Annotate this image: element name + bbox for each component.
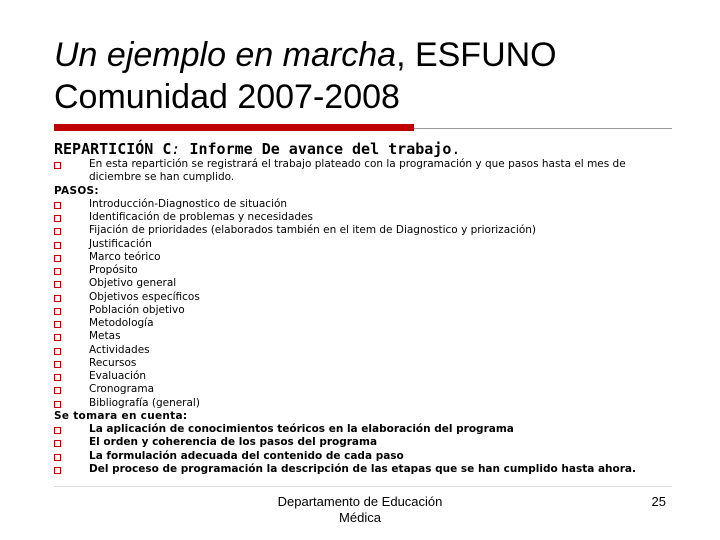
footer-line1: Departamento de Educación — [277, 494, 443, 509]
slide-title — [54, 34, 674, 118]
intro-item — [54, 158, 674, 185]
square-bullet-icon — [54, 281, 61, 288]
list-item-text: Cronograma — [89, 383, 154, 396]
square-bullet-icon — [54, 401, 61, 408]
section-heading — [54, 140, 694, 158]
page-number: 25 — [651, 494, 666, 509]
list-item — [54, 450, 674, 463]
list-item-text: La formulación adecuada del contenido de cada paso — [89, 449, 404, 462]
pasos-label: PASOS: — [54, 184, 99, 197]
square-bullet-icon — [54, 387, 61, 394]
square-bullet-icon — [54, 374, 61, 381]
list-item — [54, 264, 674, 277]
square-bullet-icon — [54, 454, 61, 461]
title-line2: Comunidad 2007-2008 — [54, 78, 400, 116]
square-bullet-icon — [54, 427, 61, 434]
footer-divider — [54, 486, 672, 487]
list-item-text: El orden y coherencia de los pasos del programa — [89, 436, 378, 449]
intro-text: En esta repartición se registrará el trabajo plateado con la programación y que pasos hasta el mes de diciembre se han cumplido. — [89, 158, 626, 184]
square-bullet-icon — [54, 255, 61, 262]
square-bullet-icon — [54, 361, 61, 368]
slide-body — [54, 158, 674, 476]
square-bullet-icon — [54, 321, 61, 328]
list-item-text: Objetivo general — [89, 277, 177, 290]
heading-part1: REPARTICIÓN C — [54, 140, 172, 158]
list-item-text: Del proceso de programación la descripción de las etapas que se han cumplido hasta ahora. — [89, 462, 636, 475]
list-item-text: Introducción-Diagnostico de situación — [89, 197, 288, 210]
heading-part2: Informe De avance del trabajo — [180, 140, 452, 158]
list-item — [54, 304, 674, 317]
list-item-text: Propósito — [89, 264, 138, 276]
heading-separator: : — [171, 140, 181, 158]
list-item-text: Marco teórico — [89, 250, 161, 263]
list-item-text: Población objetivo — [89, 303, 185, 316]
list-item — [54, 277, 674, 290]
list-item-text: Evaluación — [89, 370, 147, 382]
title-accent-bar — [54, 124, 414, 131]
list-item — [54, 383, 674, 396]
list-item-text: Metas — [89, 330, 121, 343]
list-item — [54, 198, 674, 211]
square-bullet-icon — [54, 162, 61, 169]
square-bullet-icon — [54, 308, 61, 315]
footer-department — [260, 494, 460, 526]
title-rest: , ESFUNO — [396, 36, 557, 74]
square-bullet-icon — [54, 202, 61, 209]
square-bullet-icon — [54, 215, 61, 222]
pasos-list — [54, 198, 674, 410]
list-item — [54, 397, 674, 410]
cuenta-list — [54, 423, 674, 476]
list-item-text: Fijación de prioridades (elaborados también en el item de Diagnostico y priorización) — [89, 224, 536, 237]
list-item — [54, 251, 674, 264]
cuenta-label: Se tomara en cuenta: — [54, 409, 188, 422]
list-item — [54, 423, 674, 436]
square-bullet-icon — [54, 242, 61, 249]
list-item — [54, 291, 674, 304]
list-item — [54, 211, 674, 224]
list-item — [54, 224, 674, 237]
square-bullet-icon — [54, 467, 61, 474]
list-item — [54, 357, 674, 370]
list-item — [54, 344, 674, 357]
list-item — [54, 370, 674, 383]
list-item — [54, 317, 674, 330]
list-item-text: Recursos — [89, 356, 137, 369]
list-item-text: Metodología — [89, 317, 154, 329]
title-italic: Un ejemplo en marcha — [54, 36, 397, 74]
square-bullet-icon — [54, 295, 61, 302]
list-item — [54, 238, 674, 251]
list-item-text: Identificación de problemas y necesidades — [89, 211, 313, 223]
list-item-text: Actividades — [89, 343, 150, 356]
list-item-text: La aplicación de conocimientos teóricos en la elaboración del programa — [89, 423, 514, 435]
list-item-text: Objetivos específicos — [89, 290, 200, 303]
square-bullet-icon — [54, 440, 61, 447]
list-item — [54, 436, 674, 449]
footer-line2: Médica — [339, 510, 381, 525]
list-item-text: Justificación — [89, 237, 152, 250]
list-item-text: Bibliografía (general) — [89, 396, 200, 409]
square-bullet-icon — [54, 334, 61, 341]
list-item — [54, 463, 674, 476]
list-item — [54, 330, 674, 343]
title-rule — [414, 128, 672, 129]
square-bullet-icon — [54, 348, 61, 355]
heading-dot: . — [451, 140, 461, 158]
square-bullet-icon — [54, 228, 61, 235]
square-bullet-icon — [54, 268, 61, 275]
